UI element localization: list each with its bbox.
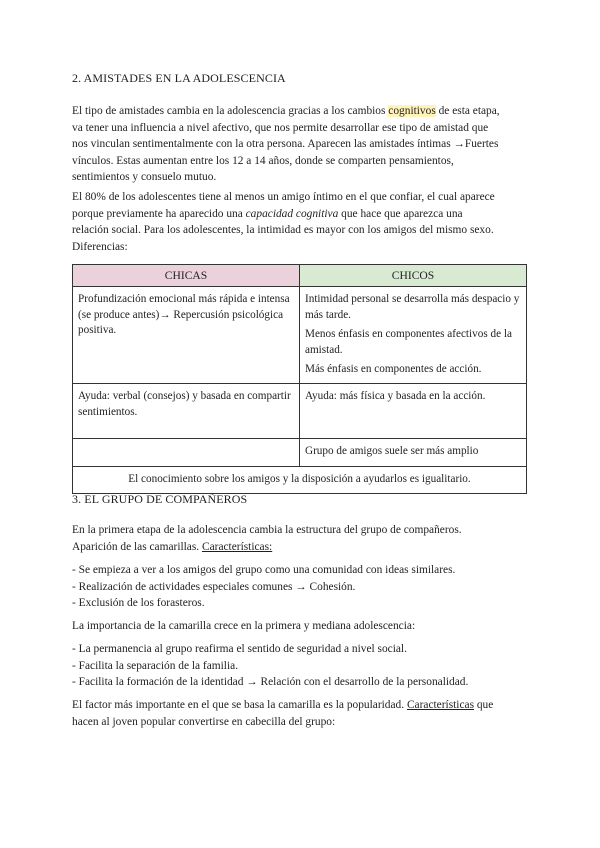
header-chicas: CHICAS (73, 265, 300, 287)
cell-chicos-2: Ayuda: más física y basada en la acción. (300, 384, 527, 439)
underlined-characteristics-2: Características (406, 699, 474, 711)
s3-p1-line-1: En la primera etapa de la adolescencia cambia la estructura del grupo de compañeros. (72, 524, 462, 536)
cell-shared: El conocimiento sobre los amigos y la disposición a ayudarlos es igualitario. (73, 466, 527, 493)
p1-after-highlight: de esta etapa, (435, 105, 500, 117)
section-2-paragraph-2 (72, 189, 528, 255)
p1-line-1 (72, 103, 528, 120)
p1-lead-text: El tipo de amistades cambia en la adolescencia gracias a los cambios (72, 105, 389, 117)
s3-p3-line-1-pre: El factor más importante en el que se basa la camarilla es la popularidad. (72, 699, 407, 711)
list-item: - Exclusión de los forasteros. (72, 597, 205, 610)
table-header-row (73, 265, 527, 287)
cell-chicos-1 (300, 287, 527, 384)
cell-chicas-3-empty (73, 439, 300, 466)
p1-line-2: va tener una influencia a nivel afectivo, que nos permite desarrollar ese tipo de amistad que (72, 121, 489, 134)
table-row (73, 466, 527, 493)
section-2-heading: 2. AMISTADES EN LA ADOLESCENCIA (72, 71, 286, 85)
section-3-heading: 3. EL GRUPO DE COMPAÑEROS (72, 492, 248, 506)
importance-list (72, 641, 528, 691)
list-item: - Facilita la formación de la identidad → Relación con el desarrollo de la personalidad. (72, 676, 469, 689)
table-row (73, 384, 527, 439)
cell-chicas-1: Profundización emocional más rápida e intensa (se produce antes)→ Repercusión psicológica positiva. (73, 287, 300, 384)
italic-term: capacidad cognitiva (245, 207, 339, 220)
s3-p3-line-1-post: que (474, 699, 494, 711)
highlighted-word: cognitivos (388, 105, 436, 117)
list-item: - Realización de actividades especiales comunes → Cohesión. (72, 580, 356, 593)
table-row (73, 287, 527, 384)
section-3-paragraph-2: La importancia de la camarilla crece en la primera y mediana adolescencia: (72, 620, 416, 632)
p2-line-2-pre: porque previamente ha aparecido una (72, 207, 246, 220)
cell-chicos-1-p3: Más énfasis en componentes de acción. (305, 363, 482, 376)
s3-p1-line-2-pre: Aparición de las camarillas. (72, 540, 202, 553)
s3-p3-line-2: hacen al joven popular convertirse en cabecilla del grupo: (72, 715, 336, 728)
characteristics-list (72, 562, 528, 612)
p1-line-3: nos vinculan sentimentalmente con la otra persona. Aparecen las amistades íntimas →Fuertes (72, 138, 499, 151)
list-item: - La permanencia al grupo reafirma el sentido de seguridad a nivel social. (72, 643, 407, 655)
comparison-table (72, 264, 527, 494)
p2-line-4: Diferencias: (72, 240, 128, 253)
p1-line-5: sentimientos y consuelo mutuo. (72, 171, 217, 184)
cell-chicas-2: Ayuda: verbal (consejos) y basada en compartir sentimientos. (73, 384, 300, 439)
cell-chicos-1-p1: Intimidad personal se desarrolla más despacio y más tarde. (305, 293, 520, 321)
section-2-paragraph-1 (72, 103, 528, 186)
p2-line-1: El 80% de los adolescentes tiene al menos un amigo íntimo en el que confiar, el cual aparece (72, 191, 495, 203)
p1-line-4: vínculos. Estas aumentan entre los 12 a 14 años, donde se comparten pensamientos, (72, 154, 454, 167)
list-item: - Facilita la separación de la familia. (72, 659, 239, 672)
s3-p3-line-1 (72, 697, 528, 714)
p2-line-2 (72, 206, 528, 223)
list-item: - Se empieza a ver a los amigos del grupo como una comunidad con ideas similares. (72, 564, 456, 576)
table-row (73, 439, 527, 466)
cell-chicos-3: Grupo de amigos suele ser más amplio (300, 439, 527, 466)
section-3-paragraph-1 (72, 522, 528, 555)
underlined-characteristics: Características: (202, 540, 273, 553)
section-3-paragraph-3 (72, 697, 528, 730)
p2-line-3: relación social. Para los adolescentes, la intimidad es mayor con los amigos del mismo sexo. (72, 224, 494, 237)
p2-line-2-post: que hace que aparezca una (338, 207, 463, 220)
header-chicos: CHICOS (300, 265, 527, 287)
s3-p1-line-2 (72, 539, 528, 556)
cell-chicos-1-p2: Menos énfasis en componentes afectivos de la amistad. (305, 328, 512, 356)
